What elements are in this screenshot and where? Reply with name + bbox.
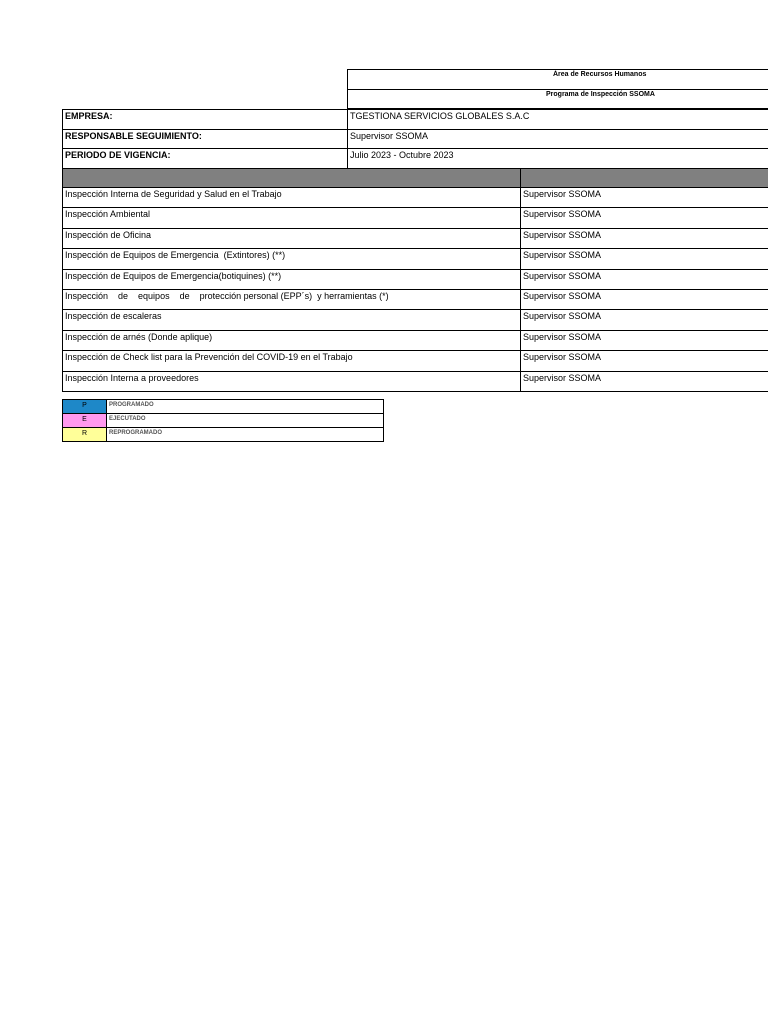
inspection-responsible: Supervisor SSOMA xyxy=(520,350,768,372)
inspection-responsible: Supervisor SSOMA xyxy=(520,269,768,290)
legend-label: PROGRAMADO xyxy=(106,399,384,414)
inspection-responsible: Supervisor SSOMA xyxy=(520,309,768,331)
inspection-name: Inspección de equipos de protección personal (EPP´s) y herramientas (*) xyxy=(62,289,521,310)
inspection-responsible: Supervisor SSOMA xyxy=(520,330,768,351)
legend-label: REPROGRAMADO xyxy=(106,427,384,442)
inspection-responsible: Supervisor SSOMA xyxy=(520,207,768,229)
responsable-value: Supervisor SSOMA xyxy=(347,129,768,149)
inspection-responsible: Supervisor SSOMA xyxy=(520,371,768,392)
inspection-name: Inspección de Equipos de Emergencia(botiquines) (**) xyxy=(62,269,521,290)
area-title: Área de Recursos Humanos xyxy=(553,71,647,78)
responsable-label: RESPONSABLE SEGUIMIENTO: xyxy=(62,129,348,149)
inspection-name: Inspección de Equipos de Emergencia (Extintores) (**) xyxy=(62,248,521,270)
empresa-label: EMPRESA: xyxy=(62,109,348,130)
inspection-name: Inspección Ambiental xyxy=(62,207,521,229)
inspection-responsible: Supervisor SSOMA xyxy=(520,248,768,270)
inspection-name: Inspección Interna de Seguridad y Salud en el Trabajo xyxy=(62,187,521,208)
legend-code: E xyxy=(62,413,107,428)
inspection-name: Inspección de Check list para la Prevención del COVID-19 en el Trabajo xyxy=(62,350,521,372)
periodo-value: Julio 2023 - Octubre 2023 xyxy=(347,148,768,169)
inspection-name: Inspección de Oficina xyxy=(62,228,521,249)
inspection-responsible: Supervisor SSOMA xyxy=(520,289,768,310)
inspection-name: Inspección Interna a proveedores xyxy=(62,371,521,392)
inspection-name: Inspección de escaleras xyxy=(62,309,521,331)
program-title: Programa de Inspección SSOMA xyxy=(546,91,655,98)
legend-label: EJECUTADO xyxy=(106,413,384,428)
inspection-responsible: Supervisor SSOMA xyxy=(520,187,768,208)
legend-code: P xyxy=(62,399,107,414)
legend-code: R xyxy=(62,427,107,442)
inspection-responsible: Supervisor SSOMA xyxy=(520,228,768,249)
periodo-label: PERIODO DE VIGENCIA: xyxy=(62,148,348,169)
empresa-value: TGESTIONA SERVICIOS GLOBALES S.A.C xyxy=(347,109,768,130)
table-header-row-right xyxy=(520,168,768,188)
inspection-name: Inspección de arnés (Donde aplique) xyxy=(62,330,521,351)
table-header-row xyxy=(62,168,521,188)
